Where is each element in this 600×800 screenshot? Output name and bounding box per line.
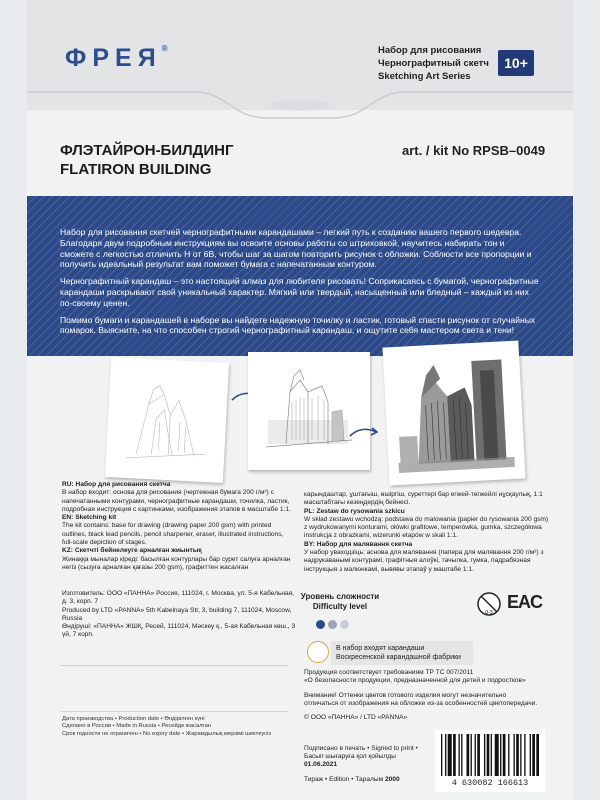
- signed-date: 01.06.2021: [304, 761, 338, 769]
- article-number: art. / kit No RPSB–0049: [402, 143, 546, 158]
- compliance-line: «О безопасности продукции, предназначенной для детей и подростков»: [304, 677, 526, 685]
- lang-block: RU: Набор для рисования скетча В набор входит: основа для рисования (чертежная бумага 200 г/м²) с напечатанными контурами, чернографитные карандаши, точилка, ластик, подробная инструкция с картинками, изображения этапов в масштабе 1:1.: [62, 481, 291, 513]
- age-warning-icon: [476, 591, 502, 617]
- color-notice: [304, 692, 554, 708]
- divider: [60, 711, 288, 712]
- difficulty-dot-filled: [316, 620, 325, 629]
- arrow-icon: [348, 424, 380, 440]
- contents-right-column: [304, 491, 552, 574]
- difficulty-en: Difficulty level: [312, 602, 368, 611]
- title-ru: ФЛЭТАЙРОН-БИЛДИНГ: [60, 142, 234, 159]
- signed-line: Подписано в печать • Signed to print •: [304, 745, 418, 752]
- production-line: Дата производства • Production date • Өндірілген күні: [62, 716, 205, 722]
- barcode: [435, 730, 545, 792]
- stage-3-final-sketch: [382, 341, 525, 486]
- intro-paragraph: Помимо бумаги и карандашей в наборе вы найдете надежную точилку и ластик, готовый спасти рисунок от случайных помарок. Выясните, на что способен строгий чернографитный карандаш, и ощутите себя мастером света и тени!: [60, 314, 536, 336]
- pencil-factory-icon: [307, 641, 329, 663]
- difficulty-dots: [316, 616, 352, 634]
- difficulty-label: [294, 592, 386, 612]
- product-title: [60, 141, 233, 179]
- brand-logo: ФРЕЯ®: [65, 44, 168, 72]
- copyright: © ООО «ПАННА» / LTD «PANNA»: [304, 714, 408, 721]
- manufacturer-line: Өндіруші: «ПАННА» ЖШҚ, Ресей, 111024, Мәскеу қ., 5-ая Кабельная көш., 3 үй, 7 корп.: [62, 623, 296, 639]
- description-text: [60, 227, 540, 342]
- production-line: Срок годности не ограничен • No expiry date • Жарамдылық мерзімі шектеусіз: [62, 730, 272, 737]
- difficulty-ru: Уровень сложности: [300, 592, 380, 601]
- lang-block: EN: Sketching kit The kit contains: base for drawing (drawing paper 200 gsm) with printed outlines, black lead pencils, pencil sharpener, eraser, illustrated instructions, full-scale depiction of stages.: [62, 514, 284, 547]
- signed-line: Басып шығаруға қол қойылды: [304, 753, 396, 761]
- lang-block: BY: Набор для малявання скетча У набор уваходзіць: аснова для малявання (папера для малявання 200 г/м²) з надрукаванымі контурамі, графітныя алоўкі, тачылка, гумка, падрабязная інструкцыя з малюнкамі, вывявы этапаў у маштабе 1:1.: [304, 540, 544, 573]
- compliance-line: Продукция соответствует требованиям ТР ТС 007/2011: [304, 669, 474, 676]
- series-line-1: Набор для рисования: [378, 45, 482, 56]
- age-badge: 10+: [498, 50, 534, 76]
- intro-paragraph: Набор для рисования скетчей чернографитными карандашами – легкий путь к созданию вашего первого шедевра. Благодаря двум подробным инструкциям вы освоите основы работы со штриховкой, научитесь набирать тон и сможете с легкостью отличить H от 6B, чтобы шаг за шагом повторить рисунок с обложки. Соблюсти все пропорции и получить идеальный результат вам поможет бумага с напечатанным контуром.: [60, 227, 532, 270]
- stage-1-outline-sketch: [105, 357, 229, 483]
- contents-left-column: [62, 481, 292, 572]
- notice-line: Внимание! Оттенки цветов готового изделия могут незначительно: [304, 692, 507, 699]
- manufacturer-info: [62, 590, 298, 640]
- compliance-text: [304, 669, 554, 685]
- series-line-3: Sketching Art Series: [378, 71, 471, 82]
- intro-paragraph: Чернографитный карандаш – это настоящий алмаз для любителя рисовать! Соприкасаясь с бумагой, чернографитные карандаши раскрывают свой уникальный характер. Мягкий или твердый, насыщенный или бледный – каждый из них по-своему ценен.: [60, 276, 539, 308]
- difficulty-dot-empty: [328, 620, 337, 629]
- difficulty-dot-empty: [340, 620, 349, 629]
- divider: [60, 665, 288, 666]
- notice-line: отличаться от изображения на обложке из-за особенностей цветопередачи.: [304, 700, 538, 708]
- title-en: FLATIRON BUILDING: [60, 161, 212, 178]
- barcode-number: 4 630082 166613: [451, 778, 529, 788]
- lang-block: карындаштар, ұштағыш, өшіргіш, суреттері бар егжей-тегжейлі нұсқаулық, 1:1 масштабтағы кезеңдердің бейнесі.: [304, 491, 543, 507]
- lang-block: PL: Zestaw do rysowania szkicu W skład zestawu wchodzą: podstawa do malowania (papier do rysowania 200 gsm) z wydrukowanymi konturami, ołówki grafitowe, temperówka, gumka, szczegółowa instrukcja z obrazkami, wizerunki etapów w skali 1:1.: [304, 507, 549, 540]
- edition-line: Тираж • Edition • Таралым 2000: [304, 775, 400, 783]
- pencil-factory-badge: В набор входят карандаши Воскресенской карандашной фабрики: [331, 641, 473, 665]
- stage-2-shading-sketch: [248, 352, 370, 470]
- production-info: [62, 716, 271, 738]
- barcode-bars: [441, 734, 539, 776]
- series-line-2: Чернографитный скетч: [378, 58, 489, 69]
- svg-text:0-3: 0-3: [485, 610, 493, 616]
- series-header: [378, 44, 496, 83]
- lang-block: KZ: Скетчті бейнелеуге арналған жиынтық Жинаққа мыналар кіреді: басылған контурлары бар сурет салуға арналған негіз (сызуға арналған қағазы 200 gsm), графиттен жасалған: [62, 547, 291, 571]
- print-info: [304, 745, 418, 784]
- manufacturer-line: Produced by LTD «PANNA» 5th Kabelnaya Str, 3, building 7, 111024, Moscow, Russia: [62, 606, 292, 622]
- eac-mark: EAC: [507, 592, 543, 612]
- production-line: Сделано в России • Made in Russia • Ресейде жасалған: [62, 723, 212, 730]
- manufacturer-line: Изготовитель: ООО «ПАННА» Россия, 111024, г. Москва, ул. 5-я Кабельная, д. 3, корп. 7: [62, 590, 295, 606]
